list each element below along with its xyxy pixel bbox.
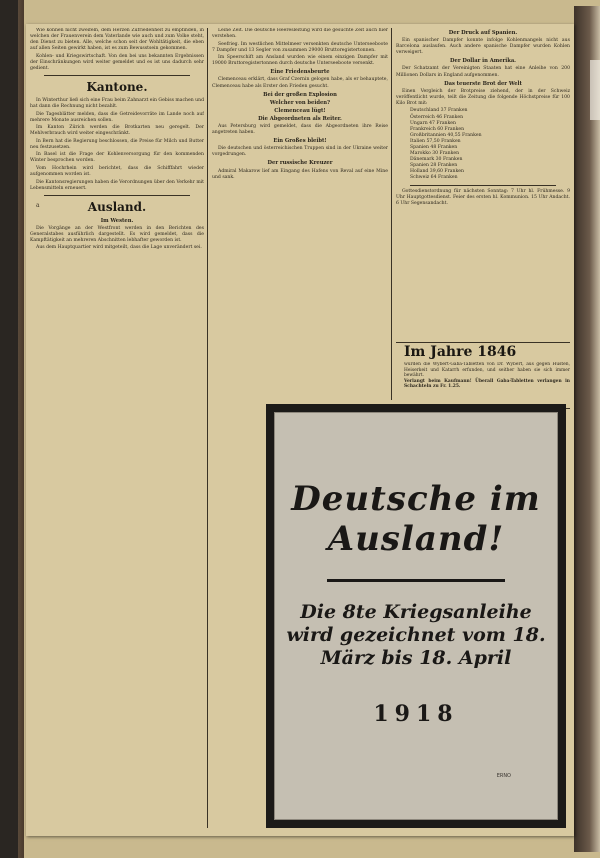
bread-price-item: Spanien 28 Franken (410, 163, 458, 169)
bread-price-item: Deutschland 37 Franken (410, 108, 468, 114)
left-column (30, 28, 204, 834)
bread-price-item: Italien 57,50 Franken (410, 138, 461, 144)
divider (44, 195, 190, 196)
bread-price-item: Marokko 30 Franken (410, 151, 460, 157)
bread-price-item: Schweiz 64 Franken (410, 175, 458, 181)
bread-price-item: Holland 39,60 Franken (410, 169, 464, 175)
church-schedule: Gottesdienstordnung für nächsten Sonntag: 7 Uhr hl. Frühmesse. 9 Uhr Hauptgottesdienst. Feier des ersten hl. Kommunion. 15 Uhr Andacht. 6 Uhr Segensandacht. (396, 188, 570, 206)
right-paragraph-3: Einen Vergleich der Brotpreise ziehend, der in der Schweiz veröffentlicht wurde, teilt die Zeitung die folgende Höchstpreise für 100 Kilo Brot mit: (396, 88, 570, 106)
middle-paragraph-7: Admiral Makarow lief am Eingang des Hafens von Reval auf eine Mine und sank. (212, 168, 388, 180)
middle-heading-1: Eine Friedensbeurte (270, 69, 330, 76)
right-heading-3: Das teuerste Brot der Welt (444, 80, 522, 87)
poster-divider (327, 579, 505, 582)
kantone-paragraph-5: In Basel ist die Frage der Kohlenversorgung für den kommenden Winter besprochen worden. (30, 152, 204, 164)
ad-rule (396, 342, 570, 343)
ausland-paragraph-2: Aus dem Hauptquartier wird mitgeteilt, dass die Lage unverändert sei. (36, 245, 202, 251)
intro-paragraph-2: Kohlen- und Kriegswirtschaft. Von den bei uns bekannten Ergebnissen der Einschränkungen wird weiter gemeldet und es ist uns dadurch sehr gedient. (30, 53, 204, 71)
kantone-heading: Kantone. (86, 80, 148, 95)
right-column (396, 28, 570, 346)
bread-price-item: Frankreich 60 Franken (410, 126, 465, 132)
artist-mark: ERNO (496, 773, 511, 779)
ad-headline: Im Jahre 1846 (404, 344, 517, 360)
middle-paragraph-5: Aus Petersburg wird gemeldet, dass die Abgeordneten ihre Reise angetreten haben. (212, 124, 388, 136)
divider (410, 185, 556, 186)
kantone-paragraph-6: Vom Hochrhein wird berichtet, dass die Schifffahrt wieder aufgenommen worden ist. (30, 165, 204, 178)
middle-heading-4: Clemenceau lügt! (274, 107, 326, 114)
middle-paragraph-4: Clemenceau erklärt, dass Graf Czernin gelogen habe, als er behauptete, Clemenceau habe als Erster den Frieden gesucht. (212, 77, 388, 89)
ausland-paragraph-1: Die Vorgänge an der Westfront werden in den Berichten des Generalstabes ausführlich dargestellt. Es wird gemeldet, dass die Kampftätigkeit an mehreren Abschnitten lebhafter geworden ist. (30, 225, 204, 243)
bread-price-item: Spanien 48 Franken (410, 144, 458, 150)
kantone-paragraph-7: Die Kantonsregierungen haben die Verordnungen über den Verkehr mit Lebensmitteln erneuert. (30, 179, 204, 191)
bread-price-item: Dänemark 30 Franken (410, 157, 463, 163)
right-paragraph-1: Ein spanischer Dampfer konnte infolge Kohlenmangels nicht aus Barcelona auslaufen. Auch andere spanische Dampfer wurden Kohlen verweigert. (396, 38, 570, 56)
middle-heading-6: Ein Großes bleibt! (273, 138, 327, 145)
middle-heading-7: Der russische Kreuzer (267, 160, 333, 167)
middle-heading-5: Die Abgeordneten als Reiter. (258, 115, 342, 122)
bread-price-list (396, 108, 570, 181)
middle-paragraph-1: Leine Zeit. Die deutsche Heeresleitung wird die gesuchte Zeit auch hier verstehen. (212, 28, 388, 40)
intro-paragraph-1: Wie können nicht zweifeln, dem Herzen Zufriedenheit zu empfinden, in welchen der Frauenverein dem Vaterlande wie auch und zum Volke steht, den Dienst zu bieten. Alle, welche schon seit der Wohltätigkeit, die eben auf allen Seiten gewirkt haben, ist es zum Bewusstsein gekommen. (30, 28, 204, 52)
bread-price-item: Großbritannien 40,55 Franken (410, 132, 482, 138)
right-heading-2: Der Dollar in Amerika. (450, 58, 516, 65)
war-bond-poster (266, 404, 566, 828)
poster-panel (274, 412, 558, 820)
bread-price-item: Ungarn 47 Franken (410, 120, 456, 126)
kantone-paragraph-2: Die Tagesblätter melden, dass die Getreidevorräte im Lande noch auf mehrere Monate ausreichen sollen. (30, 111, 204, 123)
kantone-paragraph-1: In Winterthur ließ sich eine Frau beim Zahnarzt ein Gebiss machen und hat dann die Rechnung nicht bezahlt. (30, 98, 204, 110)
poster-title: Deutsche im Ausland! (291, 479, 541, 559)
middle-paragraph-2: Seefrieg. Im westlichen Mittelmeer versenkten deutsche Unterseeboote 7 Dampfer und 13 Segler von zusammen 29000 Bruttoregistertonnen. (212, 41, 388, 53)
middle-heading-3: Welcher von beiden? (269, 99, 331, 106)
ad-note: Verlangt beim Kaufmann! Überall Gaba-Tabletten verlangen in Schachteln zu Fr. 1.25. (404, 378, 570, 390)
ad-text: wurden die Wybert-Gaba-Tabletten von Dr. Wybert, aus gegen Husten, Heiserkeit und Katarrh erfunden, und seither haben sie sich immer bewährt. (404, 362, 570, 379)
poster-year: 1918 (373, 701, 459, 727)
middle-heading-2: Bei der großen Explosion (263, 91, 337, 98)
ad-body (404, 362, 570, 406)
middle-paragraph-3: Im Speerschift am Ansland wurden wie einem einzigen Dampfer mit 19000 Bruttoregistertonnen durch deutsche Unterseeboote versenkt. (212, 55, 388, 67)
ausland-heading: Ausland. (87, 199, 147, 214)
right-heading-1: Der Druck auf Spanien. (448, 30, 518, 36)
paper-slip (590, 60, 600, 120)
right-paragraph-2: Der Schatzamt der Vereinigten Staaten hat eine Anleihe von 200 Millionen Dollars in England aufgenommen. (396, 66, 570, 78)
poster-subtitle: Die 8te Kriegsanleihe wird gezeichnet vom 18. März bis 18. April (286, 601, 546, 669)
column-rule (391, 28, 392, 400)
book-cover (574, 6, 600, 852)
kantone-paragraph-3: Im Kanton Zürich werden die Brotkarten neu geregelt. Der Mehlverbrauch wird weiter eingeschränkt. (30, 125, 204, 137)
kantone-paragraph-4: In Bern hat die Regierung beschlossen, die Preise für Milch und Butter neu festzusetzen. (30, 138, 204, 150)
ausland-subheading: Im Westen. (100, 217, 134, 224)
middle-column (212, 28, 388, 404)
margin-mark: a (36, 202, 40, 209)
bread-price-item: Österreich 46 Franken (410, 114, 464, 120)
column-rule (207, 28, 208, 828)
middle-paragraph-6: Die deutschen und österreichischen Truppen sind in der Ukraine weiter vorgedrungen. (212, 146, 388, 158)
divider (44, 75, 190, 76)
